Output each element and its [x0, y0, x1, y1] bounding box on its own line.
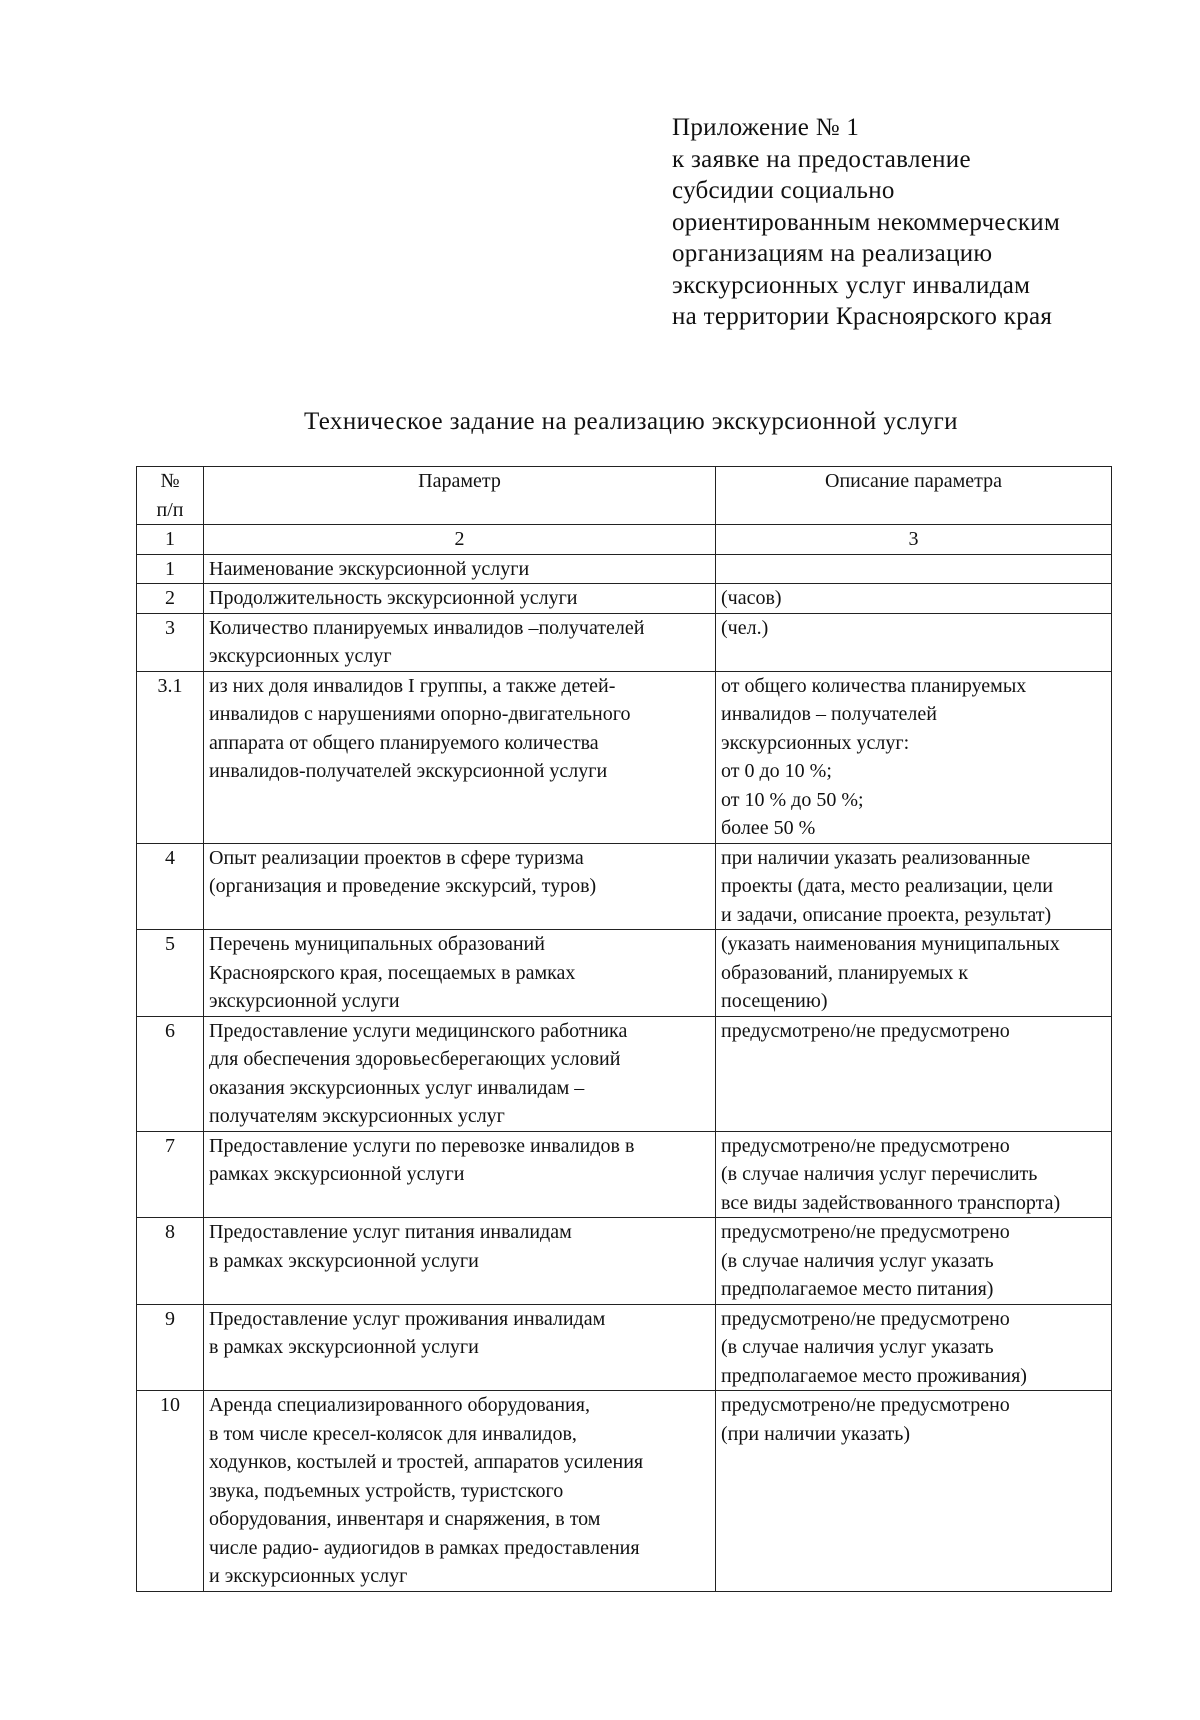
parameter-cell: [204, 1218, 716, 1305]
description-line: предусмотрено/не предусмотрено: [721, 1019, 1010, 1042]
table-row: [137, 613, 1112, 671]
parameter-line: (организация и проведение экскурсий, туров): [209, 875, 597, 897]
row-number-cell: 4: [137, 843, 204, 930]
parameter-cell: [204, 554, 716, 584]
numbering-cell: 1: [137, 525, 204, 555]
description-cell: [716, 613, 1112, 671]
parameter-cell: [204, 671, 716, 843]
description-line: предусмотрено/не предусмотрено: [721, 1134, 1010, 1157]
appendix-line: к заявке на предоставление: [672, 145, 971, 173]
description-line: предусмотрено/не предусмотрено: [721, 1394, 1010, 1416]
row-number-cell: 8: [137, 1218, 204, 1305]
parameter-line: числе радио- аудиогидов в рамках предоставления: [209, 1536, 640, 1559]
table-row: [137, 1131, 1112, 1218]
parameter-line: экскурсионных услуг: [209, 645, 392, 667]
description-line: (часов): [721, 587, 782, 609]
description-cell: [716, 1304, 1112, 1391]
parameter-line: в рамках экскурсионной услуги: [209, 1336, 479, 1358]
appendix-line: на территории Красноярского края: [672, 303, 1053, 330]
row-number-cell: 6: [137, 1016, 204, 1131]
description-line: от 10 % до 50 %;: [721, 788, 864, 811]
table-row: [137, 1218, 1112, 1305]
parameter-line: в рамках экскурсионной услуги: [209, 1249, 479, 1272]
description-line: от 0 до 10 %;: [721, 760, 832, 782]
appendix-line: организациям на реализацию: [672, 240, 993, 267]
parameter-cell: [204, 1016, 716, 1131]
parameter-line: для обеспечения здоровьесберегающих условий: [209, 1048, 621, 1070]
row-number-cell: 3: [137, 613, 204, 671]
description-line: экскурсионных услуг:: [721, 731, 910, 754]
description-cell: [716, 843, 1112, 930]
parameter-line: Количество планируемых инвалидов –получателей: [209, 616, 645, 639]
description-line: (чел.): [721, 616, 769, 639]
parameter-line: Перечень муниципальных образований: [209, 933, 545, 955]
appendix-line: субсидии социально: [672, 177, 895, 204]
description-line: все виды задействованного транспорта): [721, 1191, 1061, 1214]
row-number-cell: 2: [137, 584, 204, 614]
appendix-line: Приложение № 1: [672, 114, 860, 141]
parameter-cell: [204, 843, 716, 930]
table-row: [137, 584, 1112, 614]
parameter-line: Предоставление услуги медицинского работника: [209, 1019, 628, 1042]
description-line: (в случае наличия услуг перечислить: [721, 1163, 1038, 1185]
parameter-line: Аренда специализированного оборудования,: [209, 1394, 590, 1416]
description-line: образований, планируемых к: [721, 961, 969, 984]
parameter-line: Наименование экскурсионной услуги: [209, 557, 530, 580]
parameter-line: Продолжительность экскурсионной услуги: [209, 587, 578, 609]
parameter-line: инвалидов-получателей экскурсионной услуги: [209, 760, 608, 782]
parameter-line: из них доля инвалидов I группы, а также детей-: [209, 674, 616, 697]
description-cell: [716, 1131, 1112, 1218]
appendix-line: экскурсионных услуг инвалидам: [672, 271, 1031, 299]
parameter-line: рамках экскурсионной услуги: [209, 1163, 465, 1185]
parameter-cell: [204, 930, 716, 1017]
parameter-line: оказания экскурсионных услуг инвалидам –: [209, 1076, 585, 1099]
header-cell-num: [137, 467, 204, 525]
description-line: предусмотрено/не предусмотрено: [721, 1221, 1010, 1243]
header-cell-param: Параметр: [204, 467, 716, 525]
description-line: и задачи, описание проекта, результат): [721, 903, 1052, 926]
parameter-cell: [204, 1391, 716, 1592]
row-number-cell: 9: [137, 1304, 204, 1391]
parameter-line: Опыт реализации проектов в сфере туризма: [209, 846, 584, 869]
description-cell: [716, 554, 1112, 584]
parameter-line: звука, подъемных устройств, туристского: [209, 1479, 564, 1502]
description-line: предполагаемое место питания): [721, 1278, 994, 1300]
parameter-line: оборудования, инвентаря и снаряжения, в том: [209, 1508, 601, 1530]
description-line: посещению): [721, 990, 828, 1012]
header-cell-desc: Описание параметра: [716, 467, 1112, 525]
table-header-row: [137, 467, 1112, 525]
appendix-header: [672, 112, 1172, 333]
parameter-line: аппарата от общего планируемого количества: [209, 731, 599, 754]
description-line: от общего количества планируемых: [721, 674, 1027, 697]
row-number-cell: 7: [137, 1131, 204, 1218]
table-row: [137, 843, 1112, 930]
description-line: предполагаемое место проживания): [721, 1364, 1027, 1387]
description-line: более 50 %: [721, 817, 816, 839]
parameter-line: Предоставление услуг проживания инвалидам: [209, 1307, 606, 1330]
table-row: [137, 930, 1112, 1017]
description-line: (при наличии указать): [721, 1422, 911, 1445]
description-line: при наличии указать реализованные: [721, 846, 1031, 869]
numbering-cell: 3: [716, 525, 1112, 555]
parameter-cell: [204, 584, 716, 614]
table-row: [137, 1016, 1112, 1131]
table-row: [137, 1304, 1112, 1391]
specification-table: [136, 466, 1112, 1592]
parameter-line: инвалидов с нарушениями опорно-двигательного: [209, 703, 631, 725]
table-numbering-row: [137, 525, 1112, 555]
document-title: Техническое задание на реализацию экскурсионной услуги: [304, 408, 958, 435]
parameter-line: и экскурсионных услуг: [209, 1565, 408, 1587]
parameter-line: ходунков, костылей и тростей, аппаратов усиления: [209, 1451, 644, 1473]
parameter-line: Предоставление услуги по перевозке инвалидов в: [209, 1134, 635, 1157]
parameter-cell: [204, 613, 716, 671]
row-number-cell: 10: [137, 1391, 204, 1592]
parameter-cell: [204, 1304, 716, 1391]
table-row: [137, 671, 1112, 843]
header-num-line: №: [160, 470, 180, 492]
appendix-line: ориентированным некоммерческим: [672, 208, 1061, 236]
description-cell: [716, 671, 1112, 843]
parameter-line: Предоставление услуг питания инвалидам: [209, 1221, 572, 1243]
table-row: [137, 554, 1112, 584]
parameter-line: получателям экскурсионных услуг: [209, 1105, 505, 1127]
description-line: предусмотрено/не предусмотрено: [721, 1307, 1010, 1330]
table-row: [137, 1391, 1112, 1592]
row-number-cell: 5: [137, 930, 204, 1017]
header-num-line: п/п: [156, 498, 184, 521]
row-number-cell: 1: [137, 554, 204, 584]
description-cell: [716, 584, 1112, 614]
description-cell: [716, 1391, 1112, 1592]
description-cell: [716, 1016, 1112, 1131]
parameter-cell: [204, 1131, 716, 1218]
description-line: (указать наименования муниципальных: [721, 933, 1060, 955]
description-line: инвалидов – получателей: [721, 703, 937, 725]
description-line: (в случае наличия услуг указать: [721, 1336, 994, 1358]
numbering-cell: 2: [204, 525, 716, 555]
description-cell: [716, 1218, 1112, 1305]
description-line: (в случае наличия услуг указать: [721, 1249, 994, 1272]
description-line: проекты (дата, место реализации, цели: [721, 875, 1053, 897]
parameter-line: в том числе кресел-колясок для инвалидов,: [209, 1422, 577, 1445]
row-number-cell: 3.1: [137, 671, 204, 843]
parameter-line: Красноярского края, посещаемых в рамках: [209, 961, 576, 984]
parameter-line: экскурсионной услуги: [209, 990, 400, 1012]
description-cell: [716, 930, 1112, 1017]
